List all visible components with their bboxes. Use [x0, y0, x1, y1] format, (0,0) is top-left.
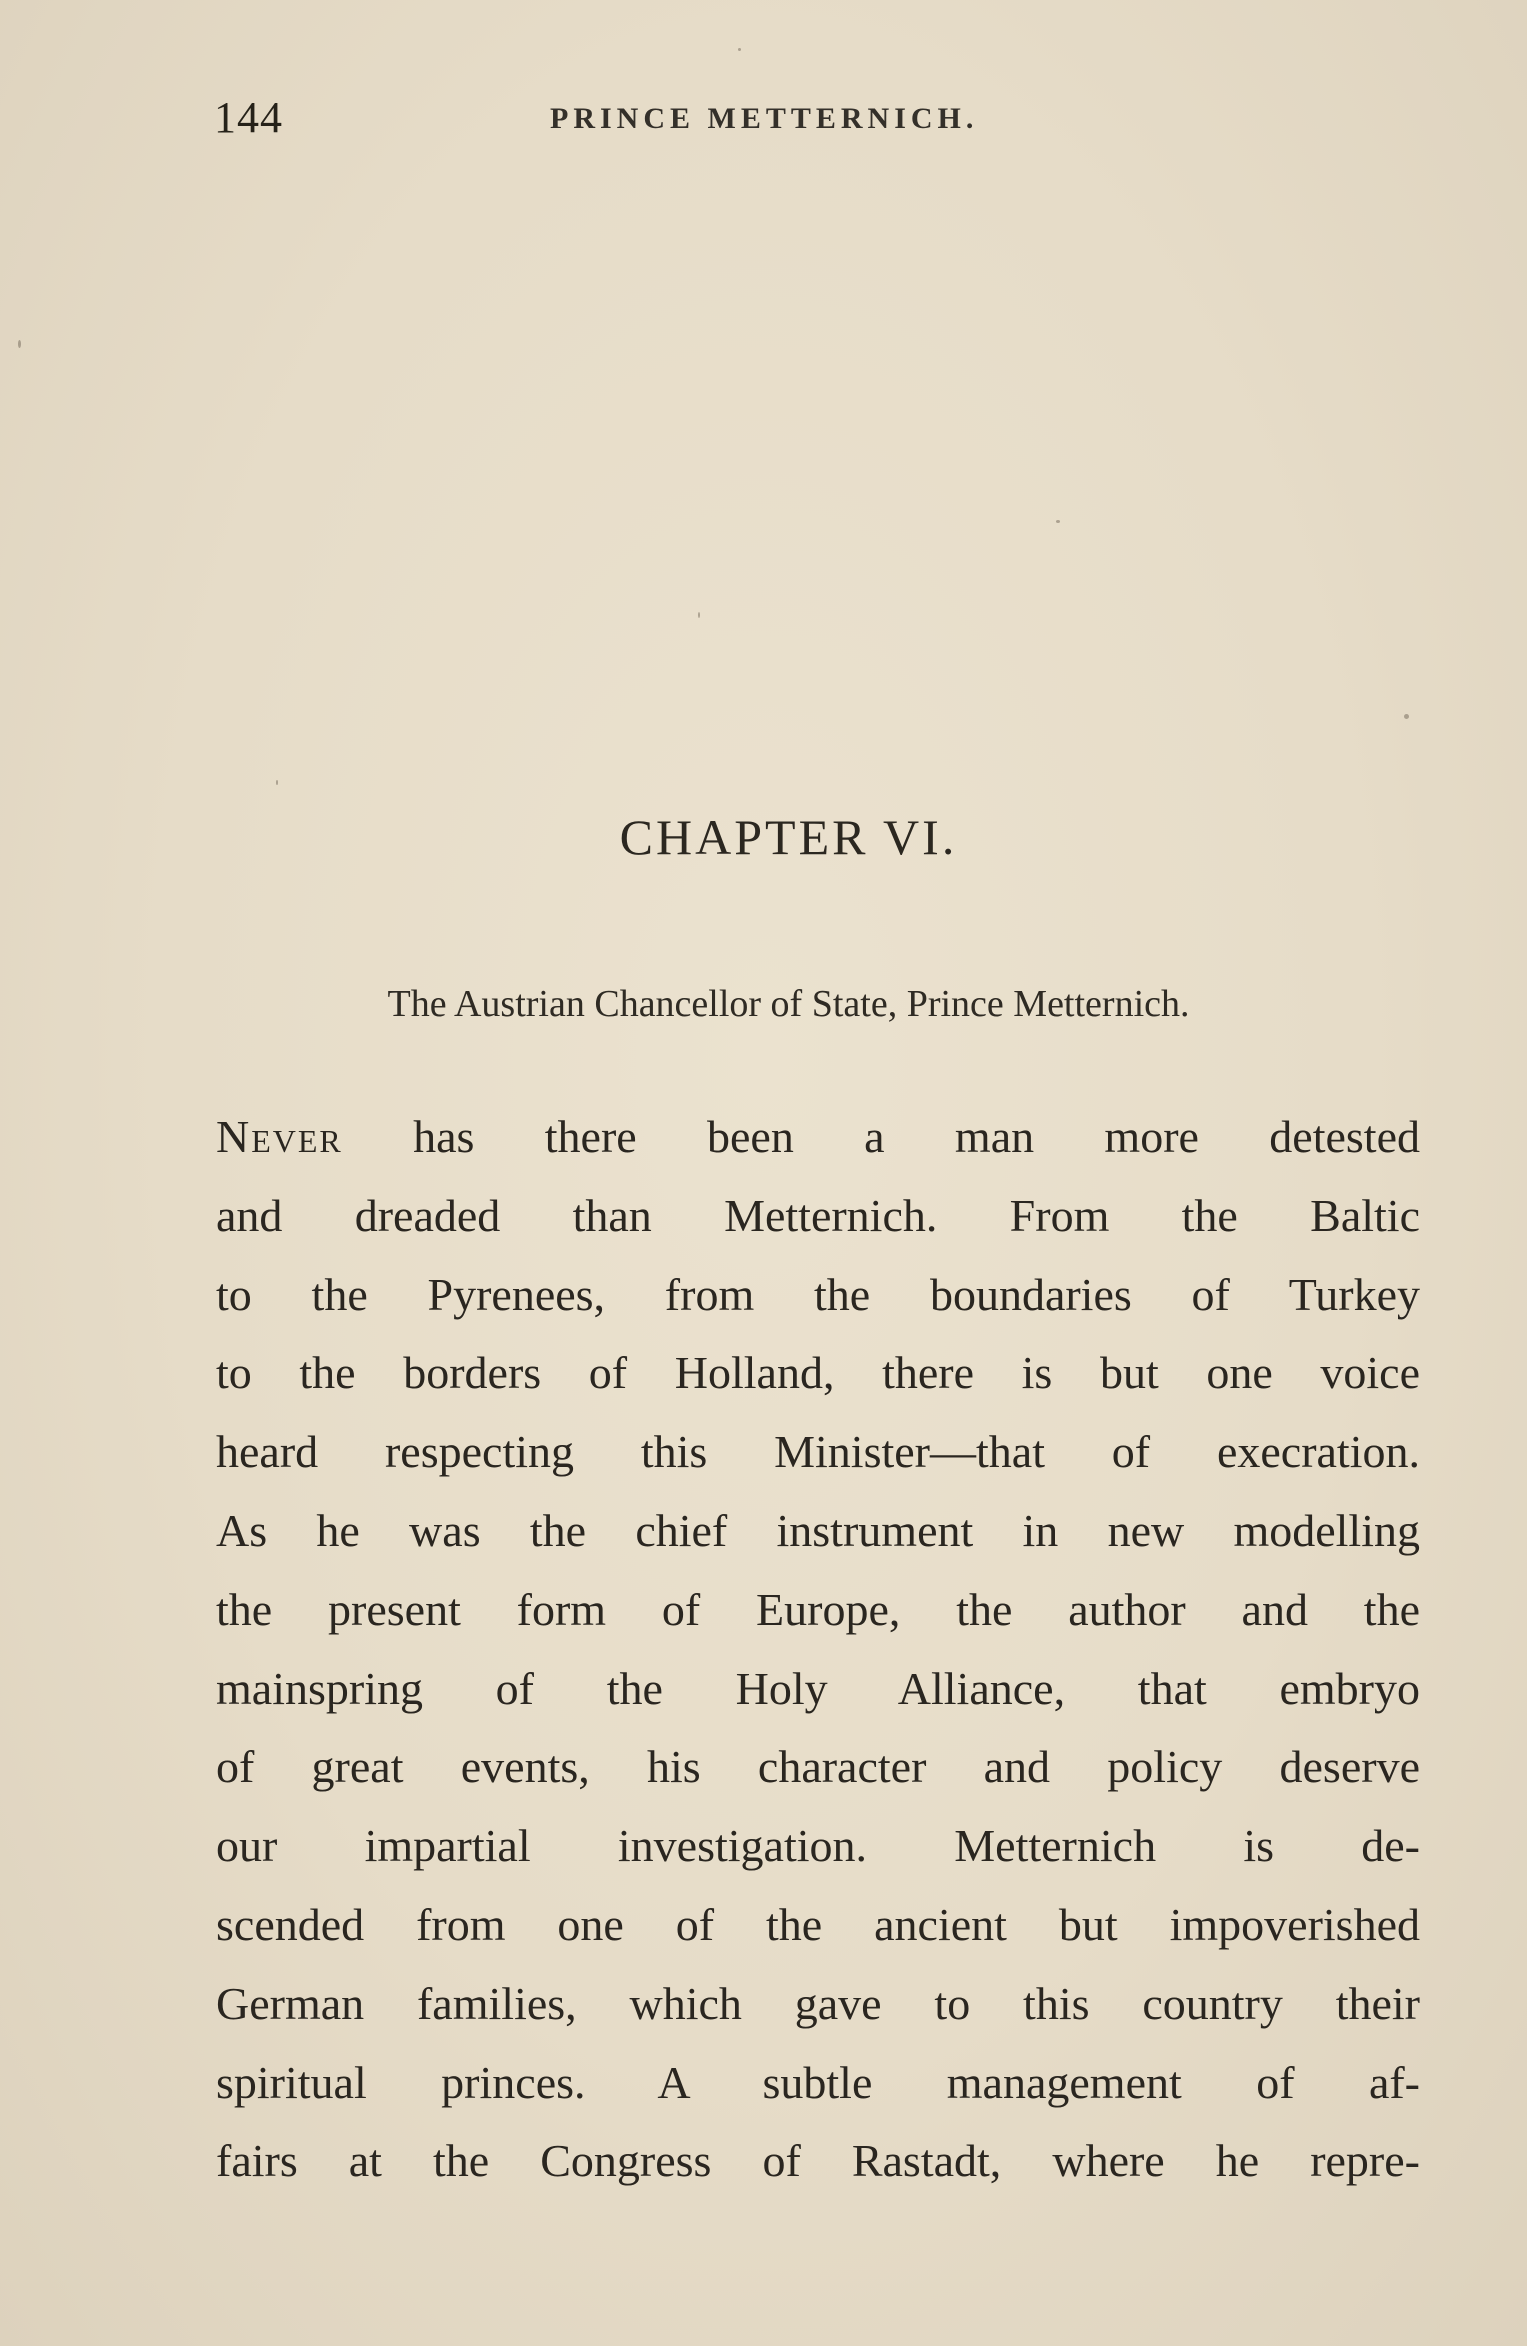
chapter-subtitle: The Austrian Chancellor of State, Prince Metternich. [387, 983, 1190, 1025]
text-line: scended from one of the ancient but impoverished [216, 1898, 1420, 1950]
text-line [216, 1098, 1420, 1177]
paper-speck [698, 612, 700, 618]
text-line: heard respecting this Minister—that of execration. [216, 1426, 1420, 1478]
running-head [214, 92, 1214, 152]
paper-speck [276, 780, 278, 785]
text-line: the present form of Europe, the author and the [216, 1583, 1420, 1635]
body-paragraph [216, 1098, 1420, 2201]
page-number: 144 [214, 93, 283, 142]
paper-speck [1404, 714, 1409, 719]
text-line: to the Pyrenees, from the boundaries of Turkey [216, 1268, 1420, 1320]
text-line: to the borders of Holland, there is but one voice [216, 1347, 1420, 1399]
text-line: our impartial investigation. Metternich is de- [216, 1820, 1420, 1872]
text-line: German families, which gave to this country their [216, 1977, 1420, 2029]
paper-speck [1056, 520, 1060, 523]
chapter-title: CHAPTER VI. [619, 809, 958, 865]
paper-speck [18, 340, 21, 348]
text-line-content: has there been a man more detested [342, 1111, 1420, 1162]
text-line: fairs at the Congress of Rastadt, where he repre- [216, 2135, 1420, 2187]
text-line: mainspring of the Holy Alliance, that embryo [216, 1662, 1420, 1714]
running-title: PRINCE METTERNICH. [550, 102, 979, 135]
text-line: spiritual princes. A subtle management of af- [216, 2056, 1420, 2108]
paper-speck [738, 48, 741, 51]
opening-word: Never [216, 1111, 343, 1162]
text-line: and dreaded than Metternich. From the Baltic [216, 1189, 1420, 1241]
text-line: As he was the chief instrument in new modelling [216, 1504, 1420, 1556]
text-line: of great events, his character and policy deserve [216, 1741, 1420, 1793]
